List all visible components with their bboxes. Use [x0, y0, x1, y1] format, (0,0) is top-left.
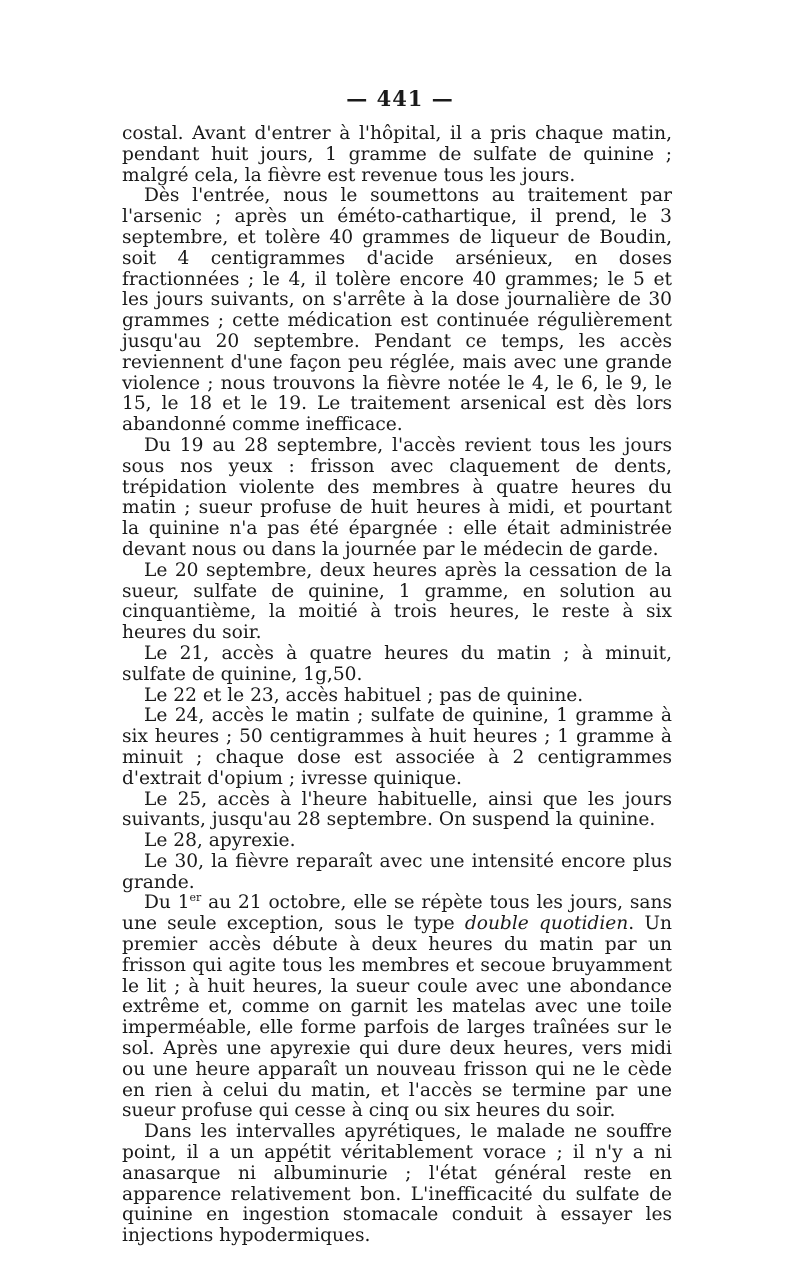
paragraph: Le 30, la fièvre reparaît avec une intensité encore plus grande.	[122, 850, 672, 893]
paragraph: Le 24, accès le matin ; sulfate de quinine, 1 gramme à six heures ; 50 centigrammes à huit heures ; 1 gramme à minuit ; chaque dose est associée à 2 centigrammes d'extrait d'opium ; ivresse quinique.	[122, 705, 672, 789]
paragraph: Le 25, accès à l'heure habituelle, ainsi que les jours suivants, jusqu'au 28 septembre. On suspend la quinine.	[122, 788, 672, 831]
paragraph: Le 28, apyrexie.	[144, 830, 296, 852]
paragraph-text: . Un premier accès débute à deux heures du matin par un frisson qui agite tous les membres et secoue bruyamment le lit ; à huit heures, la sueur coule avec une abondance extrême et, comme on garnit les matelas avec une toile imperméable, elle forme parfois de larges traînées sur le sol. Après une apyrexie qui dure deux heures, vers midi ou une heure apparaît un nouveau frisson qui ne le cède en rien à celui du matin, et l'accès se termine par une sueur profuse qui cesse à cinq ou six heures du soir.	[122, 913, 672, 1122]
paragraph: costal. Avant d'entrer à l'hôpital, il a pris chaque matin, pendant huit jours, 1 gramme de sulfate de quinine ; malgré cela, la fièvre est revenue tous les jours.	[122, 123, 672, 186]
paragraph: Le 22 et le 23, accès habituel ; pas de quinine.	[144, 684, 584, 706]
paragraph: Dans les intervalles apyrétiques, le malade ne souffre point, il a un appétit véritablement vorace ; il n'y a ni anasarque ni albuminurie ; l'état général reste en apparence relativement bon. L'inefficacité du sulfate de quinine en ingestion stomacale conduit à essayer les injections hypodermiques.	[122, 1121, 672, 1247]
italic-term: double quotidien	[464, 913, 629, 935]
paragraph: Le 20 septembre, deux heures après la cessation de la sueur, sulfate de quinine, 1 gramme, en solution au cinquantième, la moitié à trois heures, le reste à six heures du soir.	[122, 559, 672, 644]
page-number: — 441 —	[346, 86, 454, 111]
ordinal-superscript: er	[189, 891, 202, 905]
paragraph: Le 21, accès à quatre heures du matin ; à minuit, sulfate de quinine, 1g,50.	[122, 642, 672, 685]
body-text	[122, 124, 672, 1247]
paragraph	[122, 893, 672, 1122]
paragraph-start: Du 1	[144, 892, 190, 914]
paragraph-text: au 21 octobre, elle se répète tous les jours, sans une seule exception, sous le type	[122, 892, 672, 935]
paragraph: Du 19 au 28 septembre, l'accès revient tous les jours sous nos yeux : frisson avec claquement de dents, trépidation violente des membres à quatre heures du matin ; sueur profuse de huit heures à midi, et pourtant la quinine n'a pas été épargnée : elle était administrée devant nous ou dans la journée par le médecin de garde.	[122, 434, 672, 560]
paragraph: Dès l'entrée, nous le soumettons au traitement par l'arsenic ; après un éméto-cathartique, il prend, le 3 septembre, et tolère 40 grammes de liqueur de Boudin, soit 4 centigrammes d'acide arsénieux, en doses fractionnées ; le 4, il tolère encore 40 grammes; le 5 et les jours suivants, on s'arrête à la dose journalière de 30 grammes ; cette médication est continuée régulièrement jusqu'au 20 septembre. Pendant ce temps, les accès reviennent d'une façon peu réglée, mais avec une grande violence ; nous trouvons la fièvre notée le 4, le 6, le 9, le 15, le 18 et le 19. Le traitement arsenical est dès lors abandonné comme inefficace.	[122, 185, 672, 436]
